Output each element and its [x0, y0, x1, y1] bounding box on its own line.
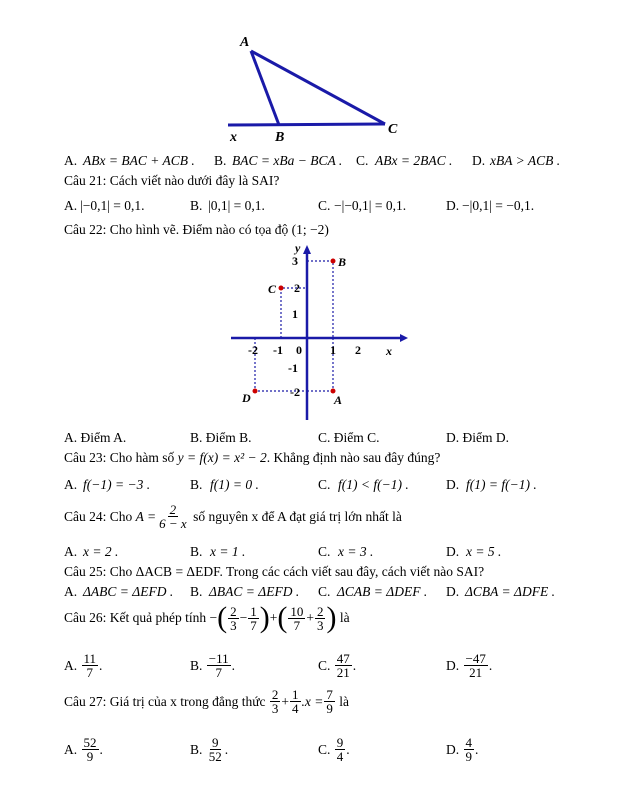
- q21-b-text: |0,1| = 0,1.: [208, 198, 265, 213]
- q23-question-tail: . Khẳng định nào sau đây đúng?: [266, 450, 441, 465]
- q26-question-text: Câu 26: Kết quả phép tính: [64, 610, 207, 625]
- q23-function: y = f(x) = x² − 2: [177, 450, 267, 465]
- q20-b-label: B.: [214, 153, 227, 168]
- point-b: [331, 259, 336, 264]
- q24-denominator: 6 − x: [159, 516, 187, 531]
- y-tick-1: 1: [292, 307, 298, 321]
- q25-a-text: ΔABC = ΔEFD .: [83, 584, 174, 599]
- x-tick-1: 1: [330, 343, 336, 357]
- q26-tail: là: [339, 610, 350, 625]
- q26-option-c: C. $\frac{47}{21}$ .: [318, 651, 357, 680]
- q22-d: D. Điểm D.: [446, 430, 509, 445]
- q20-a-text: ABx = BAC + ACB .: [83, 153, 195, 168]
- axis-y-label: y: [295, 241, 301, 255]
- q27-fraction-1: $\frac{2}{3}$: [271, 687, 279, 716]
- q21-c-text: −|−0,1| = 0,1.: [334, 198, 407, 213]
- x-tick-2: 2: [355, 343, 361, 357]
- q21-a-label: A.: [64, 198, 78, 213]
- q25-b-label: B.: [190, 584, 203, 599]
- point-b-label: B: [275, 130, 285, 145]
- point-a-label: A: [334, 393, 343, 407]
- q22-b: B. Điểm B.: [190, 430, 252, 445]
- q21-question: Câu 21: Cách viết nào dưới đây là SAI?: [64, 173, 280, 188]
- q23-d-label: D.: [446, 477, 460, 492]
- ray-x-label: x: [230, 130, 237, 145]
- q26-option-a: A. $\frac{11}{7}$ .: [64, 651, 103, 680]
- q24-question-text: Câu 24: Cho: [64, 508, 133, 524]
- q27-question: [64, 688, 349, 715]
- q27-question-text: Câu 27: Giá trị của x trong đẳng thức: [64, 693, 266, 709]
- q26-option-b: B. $\frac{-11}{7}$ .: [190, 651, 235, 680]
- q20-a-label: A.: [64, 153, 78, 168]
- q21-c-label: C.: [318, 198, 331, 213]
- q24-d-label: D.: [446, 544, 460, 559]
- q24-question-tail: số nguyên x để A đạt giá trị lớn nhất là: [193, 508, 402, 524]
- q23-c-text: f(1) < f(−1) .: [338, 477, 409, 492]
- triangle-figure: [220, 30, 410, 145]
- q23-b-text: f(1) = 0 .: [210, 477, 259, 492]
- q26-option-d: D. $\frac{-47}{21}$ .: [446, 651, 493, 680]
- q20-c-text: ABx = 2BAC .: [375, 153, 453, 168]
- q25-c-label: C.: [318, 584, 331, 599]
- q27-option-c: C. $\frac{9}{4}$ .: [318, 735, 350, 764]
- q23-d-text: f(1) = f(−1) .: [466, 477, 537, 492]
- q27-tail: là: [339, 693, 350, 709]
- q24-a-text: x = 2 .: [83, 544, 119, 559]
- q23-a-label: A.: [64, 477, 78, 492]
- coordinate-plane: [222, 238, 412, 423]
- q26-plus: +: [269, 610, 278, 625]
- q23-question: [64, 450, 440, 466]
- q20-d-text: xBA > ACB .: [490, 153, 561, 168]
- q27-fraction-3: $\frac{7}{9}$: [326, 687, 333, 716]
- q23-a-text: f(−1) = −3 .: [83, 477, 151, 492]
- q25-d-text: ΔCBA = ΔDFE .: [465, 584, 555, 599]
- point-c-label: C: [268, 282, 277, 296]
- q24-c-label: C.: [318, 544, 331, 559]
- q20-d-label: D.: [472, 153, 486, 168]
- q24-question: [64, 503, 402, 530]
- q25-question: Câu 25: Cho ΔACB = ΔEDF. Trong các cách viết sau đây, cách viết nào SAI?: [64, 564, 485, 579]
- q24-lhs: A =: [135, 508, 157, 524]
- q26-fraction-1: $\frac{2}{3}$: [230, 603, 237, 633]
- q26-fraction-2: $\frac{1}{7}$: [250, 603, 257, 633]
- y-tick-2: 2: [294, 281, 300, 295]
- y-tick-m1: -1: [288, 361, 298, 375]
- q24-b-label: B.: [190, 544, 203, 559]
- point-d: [253, 389, 258, 394]
- q25-a-label: A.: [64, 584, 78, 599]
- point-c: [279, 286, 284, 291]
- q27-mid: .x =: [301, 693, 324, 709]
- q24-numerator: 2: [169, 502, 177, 517]
- point-c-label: C: [388, 122, 398, 137]
- q21-b-label: B.: [190, 198, 203, 213]
- q26-minus: −: [209, 610, 218, 625]
- q26-op-2: +: [306, 610, 314, 625]
- q27-option-b: B. $\frac{9}{52}$ .: [190, 735, 229, 764]
- q25-d-label: D.: [446, 584, 460, 599]
- q23-c-label: C.: [318, 477, 331, 492]
- y-tick-m2: -2: [290, 385, 300, 399]
- y-tick-3: 3: [292, 254, 298, 268]
- origin-label: 0: [296, 343, 302, 357]
- q24-c-text: x = 3 .: [338, 544, 374, 559]
- q24-b-text: x = 1 .: [210, 544, 246, 559]
- q22-a: A. Điểm A.: [64, 430, 127, 445]
- q23-question-text: Câu 23: Cho hàm số: [64, 450, 175, 465]
- q27-option-d: D. $\frac{4}{9}$ .: [446, 735, 479, 764]
- x-tick-m1: -1: [273, 343, 283, 357]
- q22-question: Câu 22: Cho hình vẽ. Điểm nào có tọa độ (1; −2): [64, 222, 329, 237]
- point-a-label: A: [240, 35, 250, 50]
- q21-a-text: |−0,1| = 0,1.: [80, 198, 145, 213]
- point-d-label: D: [242, 391, 251, 405]
- x-tick-m2: -2: [248, 343, 258, 357]
- point-b-label: B: [338, 255, 347, 269]
- q27-option-a: A. $\frac{52}{9}$ .: [64, 735, 103, 764]
- axis-x-label: x: [386, 344, 392, 358]
- q24-a-label: A.: [64, 544, 78, 559]
- q22-c: C. Điểm C.: [318, 430, 380, 445]
- q26-fraction-4: $\frac{2}{3}$: [316, 603, 324, 633]
- q21-d-text: −|0,1| = −0,1.: [462, 198, 535, 213]
- q21-d-label: D.: [446, 198, 460, 213]
- q24-fraction: [157, 503, 189, 530]
- q23-b-label: B.: [190, 477, 203, 492]
- q26-question: Câu 26: Kết quả phép tính − ( $\frac{2}{3}$ − $\frac{1}{7}$ ) + ( $\frac{10}{7}$ + $\frac{2}{3}$ ) là: [64, 601, 350, 634]
- q25-c-text: ΔCAB = ΔDEF .: [337, 584, 428, 599]
- q25-b-text: ΔBAC = ΔEFD .: [209, 584, 300, 599]
- q27-plus: +: [281, 693, 290, 709]
- q26-op-1: −: [239, 610, 248, 625]
- q27-fraction-2: $\frac{1}{4}$: [292, 687, 299, 716]
- q26-fraction-3: $\frac{10}{7}$: [290, 603, 304, 633]
- q20-b-text: BAC = xBa − BCA .: [232, 153, 343, 168]
- q24-d-text: x = 5 .: [466, 544, 502, 559]
- q20-c-label: C.: [356, 153, 369, 168]
